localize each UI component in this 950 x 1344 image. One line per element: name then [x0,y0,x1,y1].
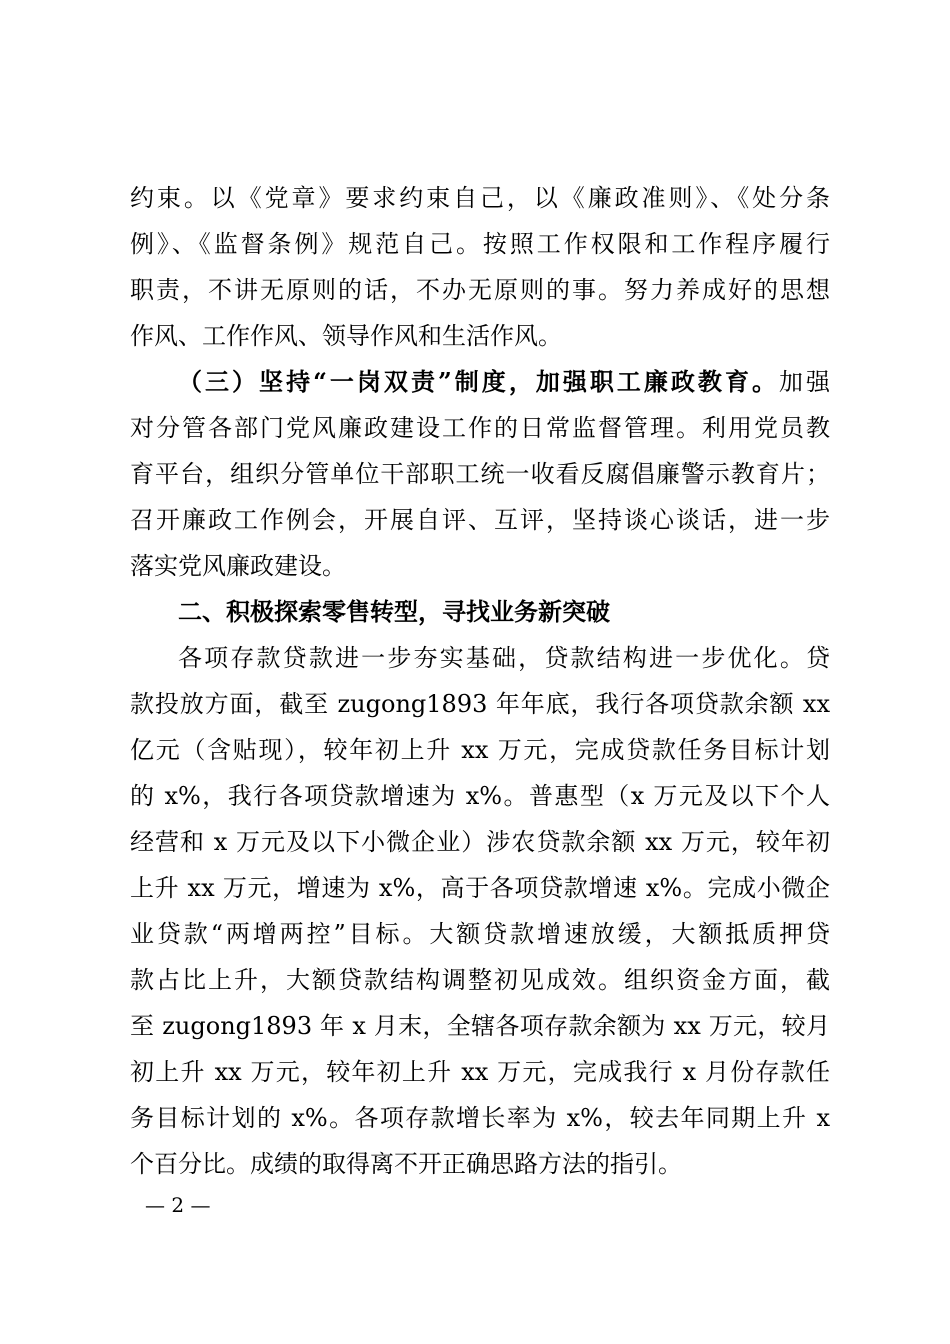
paragraph-line: 落实党风廉政建设。 [130,552,346,580]
subsection-heading: （三）坚持“一岗双责”制度，加强职工廉政教育。 [178,367,779,396]
paragraph-line: 上升 xx 万元，增速为 x%，高于各项贷款增速 x%。完成小微企 [130,874,830,902]
paragraph-line: 务目标计划的 x%。各项存款增长率为 x%，较去年同期上升 x [130,1104,830,1132]
page-number: — 2 — [145,1193,211,1217]
paragraph-line: 至 zugong1893 年 x 月末，全辖各项存款余额为 xx 万元，较月 [130,1012,830,1040]
paragraph-line: 的 x%，我行各项贷款增速为 x%。普惠型（x 万元及以下个人 [130,782,830,810]
paragraph-line: 经营和 x 万元及以下小微企业）涉农贷款余额 xx 万元，较年初 [130,828,830,856]
paragraph-text: 加强 [778,368,830,396]
paragraph-line: 初上升 xx 万元，较年初上升 xx 万元，完成我行 x 月份存款任 [130,1058,830,1086]
paragraph-line: 款投放方面，截至 zugong1893 年年底，我行各项贷款余额 xx [130,690,830,718]
section-heading: 二、积极探索零售转型，寻找业务新突破 [178,597,610,626]
subsection-heading-line [178,359,830,405]
paragraph-line: 个百分比。成绩的取得离不开正确思路方法的指引。 [130,1150,682,1178]
paragraph-line: 召开廉政工作例会，开展自评、互评，坚持谈心谈话，进一步 [130,506,830,534]
paragraph-line: 职责，不讲无原则的话，不办无原则的事。努力养成好的思想 [130,276,830,304]
paragraph-line: 育平台，组织分管单位干部职工统一收看反腐倡廉警示教育片； [130,460,830,488]
paragraph-line: 亿元（含贴现），较年初上升 xx 万元，完成贷款任务目标计划 [130,736,830,764]
paragraph-line: 对分管各部门党风廉政建设工作的日常监督管理。利用党员教 [130,414,830,442]
paragraph-line: 业贷款“两增两控”目标。大额贷款增速放缓，大额抵质押贷 [130,920,830,948]
paragraph-line: 款占比上升，大额贷款结构调整初见成效。组织资金方面，截 [130,966,830,994]
paragraph-line: 各项存款贷款进一步夯实基础，贷款结构进一步优化。贷 [178,644,830,672]
paragraph-line: 作风、工作作风、领导作风和生活作风。 [130,322,562,350]
paragraph-line: 约束。以《党章》要求约束自己，以《廉政准则》、《处分条 [130,184,830,212]
paragraph-line: 例》、《监督条例》规范自己。按照工作权限和工作程序履行 [130,230,830,258]
